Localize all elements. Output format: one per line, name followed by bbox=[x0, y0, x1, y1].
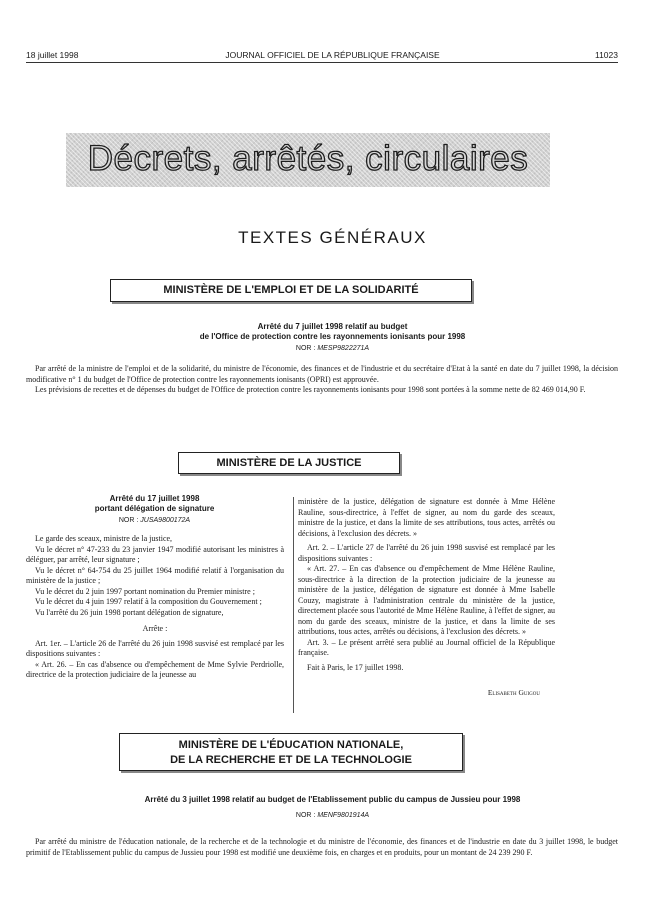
act-title-line2: portant délégation de signature bbox=[94, 504, 215, 513]
paragraph: Vu le décret n° 47-233 du 23 janvier 1947 modifié autorisant les ministres à déléguer, par arrêté, leur signature ; bbox=[26, 544, 284, 564]
paragraph: Les prévisions de recettes et de dépenses du budget de l'Office de protection contre les rayonnements ionisants pour 1998 sont portées à la somme nette de 82 469 014,90 F. bbox=[35, 385, 586, 394]
paragraph: Art. 2. – L'article 27 de l'arrêté du 26 juin 1998 susvisé est remplacé par les dispositions suivantes : bbox=[298, 543, 555, 563]
ministry-name-line2: DE LA RECHERCHE ET DE LA TECHNOLOGIE bbox=[170, 754, 412, 766]
act-body-emploi bbox=[26, 364, 618, 396]
paragraph: Fait à Paris, le 17 juillet 1998. bbox=[307, 662, 404, 672]
signature: Elisabeth Guigou bbox=[487, 688, 540, 697]
header-journal-title: JOURNAL OFFICIEL DE LA RÉPUBLIQUE FRANÇAISE bbox=[225, 50, 440, 60]
paragraph: Vu le décret du 4 juin 1997 relatif à la composition du Gouvernement ; bbox=[35, 597, 262, 606]
column-divider bbox=[293, 497, 294, 713]
paragraph: Par arrêté du ministre de l'éducation nationale, de la recherche et de la technologie et du ministre de l'économie, des finances et de l'industrie en date du 3 juillet 1998, le budget primitif de l'Etablissement public du campus de Jussieu pour 1998 est modifié une deuxième fois, en charges et en produits, pour un montant de 24 239 290 F. bbox=[26, 837, 618, 857]
nor-reference bbox=[26, 517, 283, 524]
paragraph: « Art. 26. – En cas d'absence ou d'empêchement de Mme Sylvie Perdriolle, directrice de la protection judiciaire de la jeunesse au bbox=[26, 659, 284, 679]
act-title-line1: Arrêté du 17 juillet 1998 bbox=[109, 494, 200, 503]
nor-code: JUSA9800172A bbox=[140, 517, 191, 524]
nor-reference bbox=[0, 345, 665, 352]
banner-title: Décrets, arrêtés, circulaires bbox=[87, 139, 529, 178]
ministry-name: MINISTÈRE DE LA JUSTICE bbox=[216, 457, 362, 469]
ministry-box-emploi bbox=[110, 279, 472, 302]
ministry-name: MINISTÈRE DE L'EMPLOI ET DE LA SOLIDARITÉ bbox=[163, 284, 419, 296]
section-title: TEXTES GÉNÉRAUX bbox=[238, 228, 427, 247]
paragraph: Le garde des sceaux, ministre de la justice, bbox=[35, 534, 173, 543]
nor-label: NOR : bbox=[295, 812, 316, 819]
paragraph: Art. 3. – Le présent arrêté sera publié au Journal officiel de la République française. bbox=[298, 637, 555, 657]
act-title-line2: de l'Office de protection contre les rayonnements ionisants pour 1998 bbox=[199, 332, 466, 341]
ministry-box-education bbox=[119, 733, 463, 771]
header-rule bbox=[26, 62, 618, 63]
nor-label: NOR : bbox=[295, 345, 316, 352]
ministry-name-line1: MINISTÈRE DE L'ÉDUCATION NATIONALE, bbox=[178, 739, 404, 751]
paragraph: Art. 1er. – L'article 26 de l'arrêté du 26 juin 1998 susvisé est remplacé par les dispositions suivantes : bbox=[26, 638, 284, 658]
paragraph: Par arrêté de la ministre de l'emploi et de la solidarité, du ministre de l'économie, des finances et de l'industrie et du secrétaire d'Etat à la santé en date du 7 juillet 1998, la décision modificative n° 1 du budget de l'Office de protection contre les rayonnements ionisants (OPRI) est approuvée. bbox=[26, 364, 618, 384]
act-title-line1: Arrêté du 7 juillet 1998 relatif au budget bbox=[257, 322, 408, 331]
act-body-education bbox=[26, 837, 618, 858]
left-column bbox=[26, 534, 284, 681]
paragraph-arrete: Arrête : bbox=[142, 624, 168, 633]
right-column bbox=[298, 497, 555, 673]
nor-reference bbox=[0, 812, 665, 819]
paragraph: Vu le décret du 2 juin 1997 portant nomination du Premier ministre ; bbox=[35, 586, 255, 596]
header-page-number: 11023 bbox=[594, 50, 618, 60]
paragraph: ministère de la justice, délégation de signature est donnée à Mme Hélène Rauline, sous-directrice, à l'effet de signer, au nom du garde des sceaux, ministre de la justice, et dans la limite de ses attributions, tous actes, arrêtés ou décisions, à l'exclusion des décrets. » bbox=[298, 497, 555, 538]
nor-code: MESP9822271A bbox=[317, 345, 370, 352]
nor-label: NOR : bbox=[118, 517, 139, 524]
act-title-line1: Arrêté du 3 juillet 1998 relatif au budget de l'Etablissement public du campus de Jussieu pour 1998 bbox=[144, 795, 521, 804]
paragraph: Vu le décret n° 64-754 du 25 juillet 1964 modifié relatif à l'organisation du ministère de la justice ; bbox=[26, 565, 284, 585]
paragraph: Vu l'arrêté du 26 juin 1998 portant délégation de signature, bbox=[35, 607, 224, 617]
header-date: 18 juillet 1998 bbox=[26, 50, 79, 60]
paragraph: « Art. 27. – En cas d'absence ou d'empêchement de Mme Hélène Rauline, sous-directrice à la direction de la protection judiciaire de la jeunesse au ministère de la justice, délégation de signature est donnée à Mme Isabelle Couzy, magistrate à l'administration centrale du ministère de la justice, directement placée sous l'autorité de Mme Hélène Rauline, à l'effet de signer, au nom du garde des sceaux, ministre de la justice, et dans la limite de ses attributions, tous actes, arrêtés ou décisions, à l'exclusion des décrets. » bbox=[298, 564, 555, 636]
ministry-box-justice bbox=[178, 452, 400, 474]
nor-code: MENF9801914A bbox=[317, 812, 370, 819]
